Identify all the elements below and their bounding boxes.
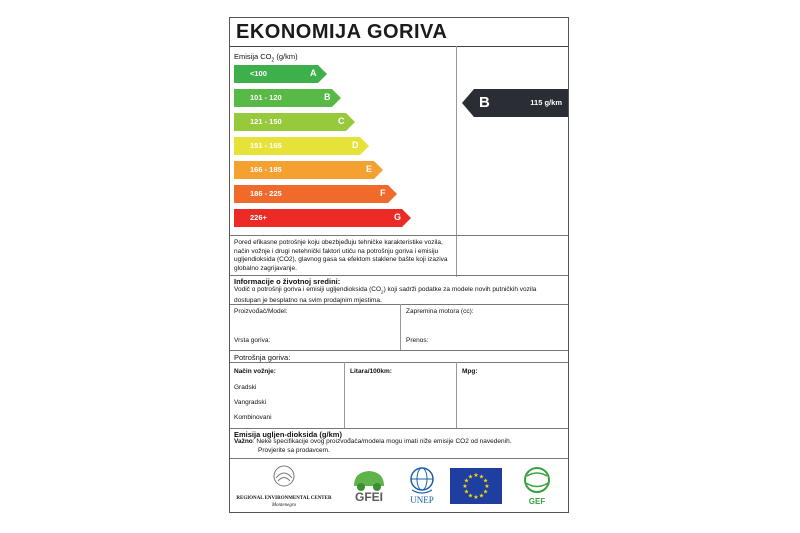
unep-text: UNEP <box>410 495 434 505</box>
rating-indicator <box>462 89 568 117</box>
band-range: 226+ <box>250 213 267 222</box>
mpg-column-header: Mpg: <box>462 368 478 375</box>
column-divider <box>456 46 457 277</box>
divider <box>230 235 568 236</box>
band-range: 186 - 225 <box>250 189 282 198</box>
rec-country: Montenegro <box>271 503 297 508</box>
eu-stars-icon <box>450 468 502 504</box>
eu-star: ★ <box>463 478 470 485</box>
unep-globe-icon <box>404 466 440 494</box>
band-letter: F <box>380 188 386 198</box>
divider <box>230 350 568 351</box>
title-divider <box>230 46 568 47</box>
fuel-economy-label <box>229 17 569 513</box>
rec-logo <box>236 464 332 510</box>
band-letter: C <box>338 116 345 126</box>
consumption-col-divider <box>344 362 345 428</box>
city-row-label: Gradski <box>234 384 257 391</box>
band-letter: D <box>352 140 359 150</box>
eu-star: ★ <box>467 493 474 500</box>
important-note: Važno: Neke specifikacije ovog proizvođača/modela mogu imati niže emisije CO2 od navedenih. Provjerite sa prodavcem. <box>234 438 512 454</box>
eu-star: ★ <box>478 474 485 481</box>
field-divider <box>400 304 401 350</box>
gfei-text: GFEI <box>354 490 383 504</box>
band-letter: A <box>310 68 317 78</box>
eu-star: ★ <box>482 478 489 485</box>
label-title: EKONOMIJA GORIVA <box>236 21 448 43</box>
description-text: Pored efikasne potrošnje koju obezbjeđuju tehničke karakteristike vozila, način vožnje i drugi netehnički faktori utiču na potrošnju goriva i emisiju ugljendioksida (CO2), glavnog gasa sa efektom staklene bašte koji izaziva globalno zagrijavanje. <box>234 239 448 272</box>
emission-scale-label: Emisija $CO_2$ (g/km) <box>234 52 298 64</box>
manufacturer-label: Proizvođač/Model: <box>234 308 288 315</box>
highway-row-label: Vangradski <box>234 399 267 406</box>
emission-band-d <box>234 137 370 155</box>
band-range: 166 - 185 <box>250 165 282 174</box>
gfei-logo <box>348 466 390 510</box>
band-letter: B <box>324 92 331 102</box>
divider <box>230 362 568 363</box>
eu-star: ★ <box>473 495 479 501</box>
environment-text: Vodič o potrošnji goriva i emisiji ugljendioksida $(CO_2)$ koji sadrži podatke za modele novih putničkih vozila dostupan je besplatno na svim prodajnim mjestima. <box>234 286 537 304</box>
band-letter: G <box>394 212 402 222</box>
eu-star: ★ <box>463 489 470 496</box>
combined-row-label: Kombinovani <box>234 414 272 421</box>
co2-heading: Emisija ugljen-dioksida (g/km) <box>234 430 342 439</box>
eu-star: ★ <box>462 484 468 490</box>
emission-band-g <box>234 209 412 227</box>
gef-globe-icon <box>516 466 558 496</box>
transmission-label: Prenos: <box>406 337 429 344</box>
environment-heading: Informacije o životnoj sredini: <box>234 277 341 286</box>
environment-info <box>234 277 564 305</box>
divider <box>230 428 568 429</box>
band-range: 101 - 120 <box>250 93 282 102</box>
band-range: 121 - 150 <box>250 117 282 126</box>
gfei-car-icon <box>348 466 390 492</box>
eu-flag <box>450 468 502 504</box>
band-letter: E <box>366 164 373 174</box>
mode-column-header: Način vožnje: <box>234 368 276 375</box>
rating-letter: B <box>479 94 490 111</box>
band-range: <100 <box>250 69 267 78</box>
logo-strip <box>230 458 568 513</box>
gef-text: GEF <box>528 497 546 506</box>
eu-star: ★ <box>478 493 485 500</box>
divider <box>230 304 568 305</box>
emission-band-a <box>234 65 328 83</box>
band-range: 151 - 165 <box>250 141 282 150</box>
liters-column-header: Litara/100km: <box>350 368 392 375</box>
emission-band-f <box>234 185 398 203</box>
unep-logo <box>404 466 440 510</box>
eu-star: ★ <box>467 474 474 481</box>
consumption-heading: Potrošnja goriva: <box>234 353 291 362</box>
consumption-col-divider <box>456 362 457 428</box>
divider <box>230 275 568 276</box>
rec-name: REGIONAL ENVIRONMENTAL CENTER <box>236 496 332 501</box>
eu-star: ★ <box>484 484 490 490</box>
eu-star: ★ <box>473 473 479 479</box>
gef-logo <box>516 466 558 510</box>
emission-band-b <box>234 89 342 107</box>
rating-value: 115 g/km <box>530 98 562 107</box>
eu-star: ★ <box>482 489 489 496</box>
emission-band-c <box>234 113 356 131</box>
fuel-type-label: Vrsta goriva: <box>234 337 271 344</box>
emission-band-e <box>234 161 384 179</box>
rec-emblem-icon <box>236 464 332 492</box>
engine-label: Zapremina motora (cc): <box>406 308 474 315</box>
